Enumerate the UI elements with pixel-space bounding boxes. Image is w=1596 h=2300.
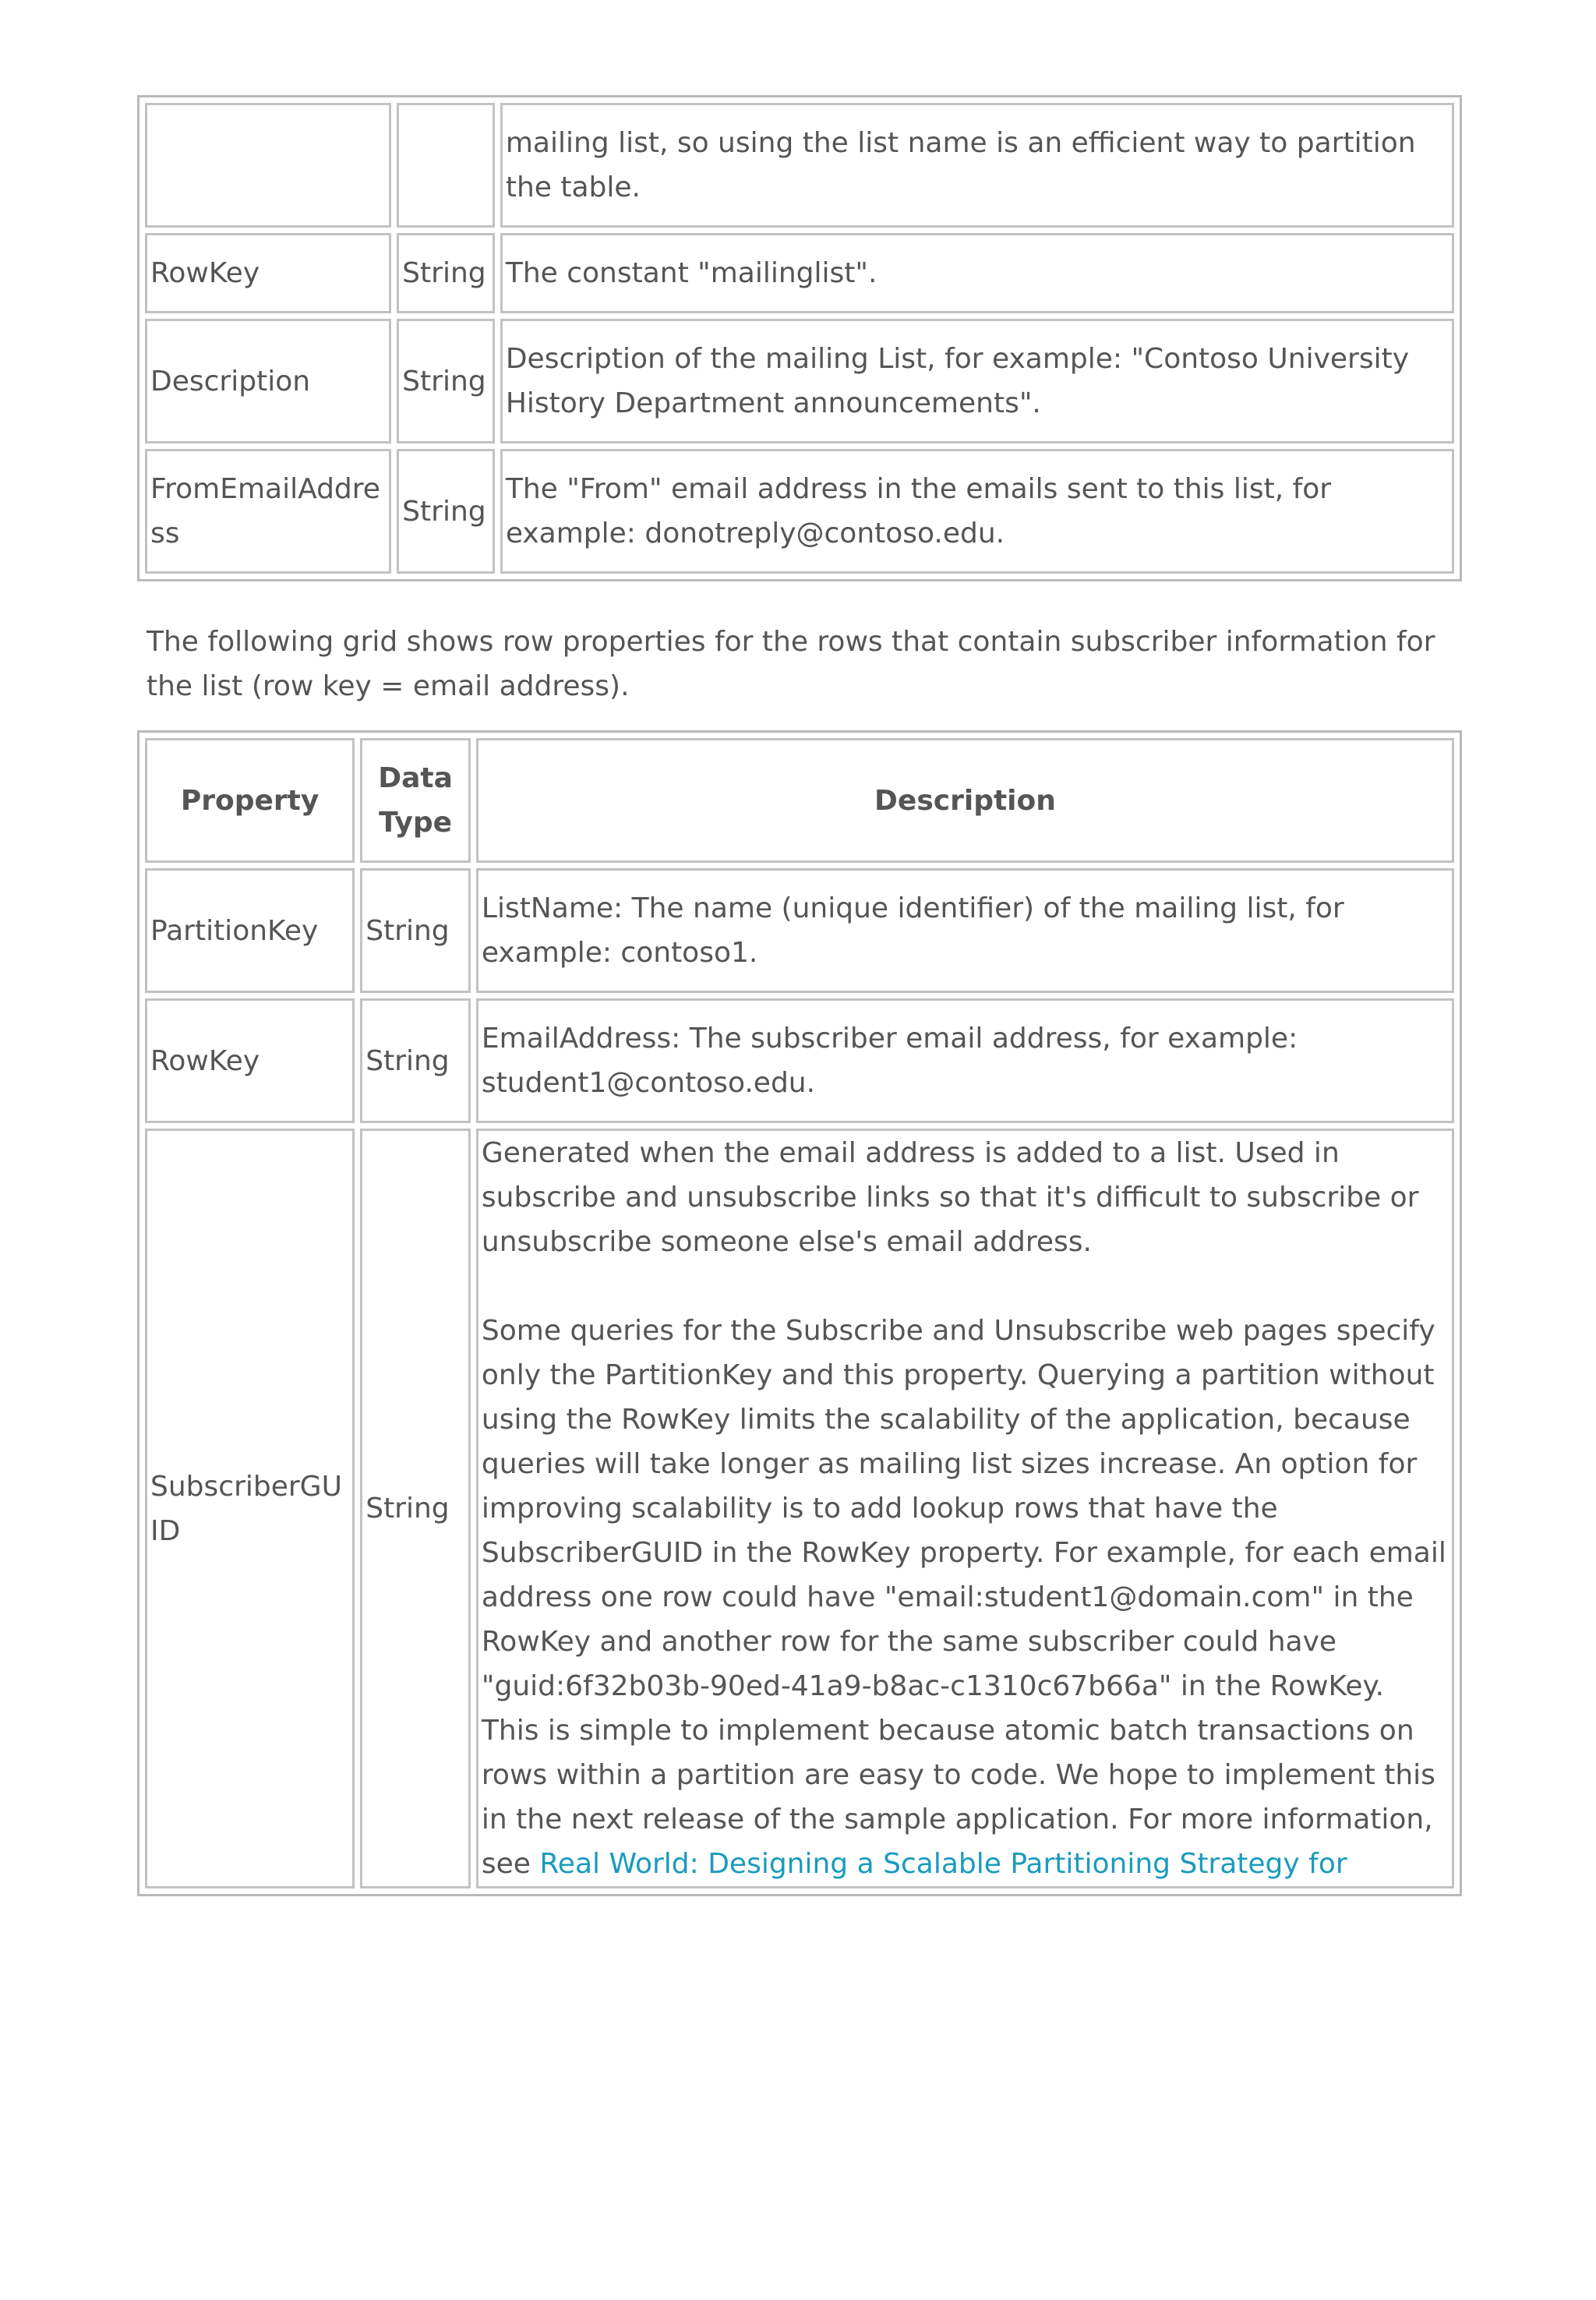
description-cell (476, 1129, 1454, 1888)
property-cell (145, 103, 391, 228)
table-header-row (145, 738, 1454, 863)
description-cell: The constant "mailinglist". (500, 233, 1454, 313)
paragraph-gap (482, 1264, 1449, 1309)
property-cell: PartitionKey (145, 868, 355, 993)
type-cell: String (360, 1129, 471, 1888)
type-cell: String (360, 868, 471, 993)
property-cell: RowKey (145, 998, 355, 1123)
table-row (145, 103, 1454, 228)
header-property: Property (145, 738, 355, 863)
description-paragraph-1: Generated when the email address is added to a list. Used in subscribe and unsubscribe links so that it's difficult to subscribe or unsubscribe someone else's email address. (481, 1137, 1419, 1258)
description-cell: The "From" email address in the emails sent to this list, for example: donotreply@contoso.edu. (500, 449, 1454, 574)
table-row (145, 1129, 1454, 1888)
header-description: Description (476, 738, 1454, 863)
property-cell: RowKey (145, 233, 391, 313)
table-row (145, 868, 1454, 993)
table-row (145, 449, 1454, 574)
description-cell: Description of the mailing List, for example: "Contoso University History Department announcements". (500, 319, 1454, 443)
partitioning-strategy-link[interactable]: Real World: Designing a Scalable Partitioning Strategy for (539, 1848, 1347, 1880)
mailing-list-properties-table (137, 95, 1462, 581)
type-cell: String (360, 998, 471, 1123)
table-row (145, 998, 1454, 1123)
property-cell: SubscriberGUID (145, 1129, 355, 1888)
description-paragraph-2: Some queries for the Subscribe and Unsubscribe web pages specify only the PartitionKey and this property. Querying a partition without using the RowKey limits the scalability of the application, because queries will take longer as mailing list sizes increase. An option for improving scalability is to add lookup rows that have the SubscriberGUID in the RowKey property. For example, for each email address one row could have "email:student1@domain.com" in the RowKey and another row for the same subscriber could have "guid:6f32b03b-90ed-41a9-b8ac-c1310c67b66a" in the RowKey. This is simple to implement because atomic batch transactions on rows within a partition are easy to code. We hope to implement this in the next release of the sample application. For more information, see (481, 1315, 1446, 1880)
property-cell: FromEmailAddress (145, 449, 391, 574)
property-cell: Description (145, 319, 391, 443)
subscriber-properties-table (137, 730, 1462, 1896)
description-cell: EmailAddress: The subscriber email address, for example: student1@contoso.edu. (476, 998, 1454, 1123)
description-cell: mailing list, so using the list name is an efficient way to partition the table. (500, 103, 1454, 228)
intro-paragraph: The following grid shows row properties for the rows that contain subscriber information for the list (row key = email address). (147, 626, 1435, 702)
table-row (145, 319, 1454, 443)
type-cell (397, 103, 495, 228)
table-row (145, 233, 1454, 313)
type-cell: String (397, 319, 495, 443)
description-cell: ListName: The name (unique identifier) of the mailing list, for example: contoso1. (476, 868, 1454, 993)
type-cell: String (397, 233, 495, 313)
type-cell: String (397, 449, 495, 574)
header-data-type: Data Type (360, 738, 471, 863)
